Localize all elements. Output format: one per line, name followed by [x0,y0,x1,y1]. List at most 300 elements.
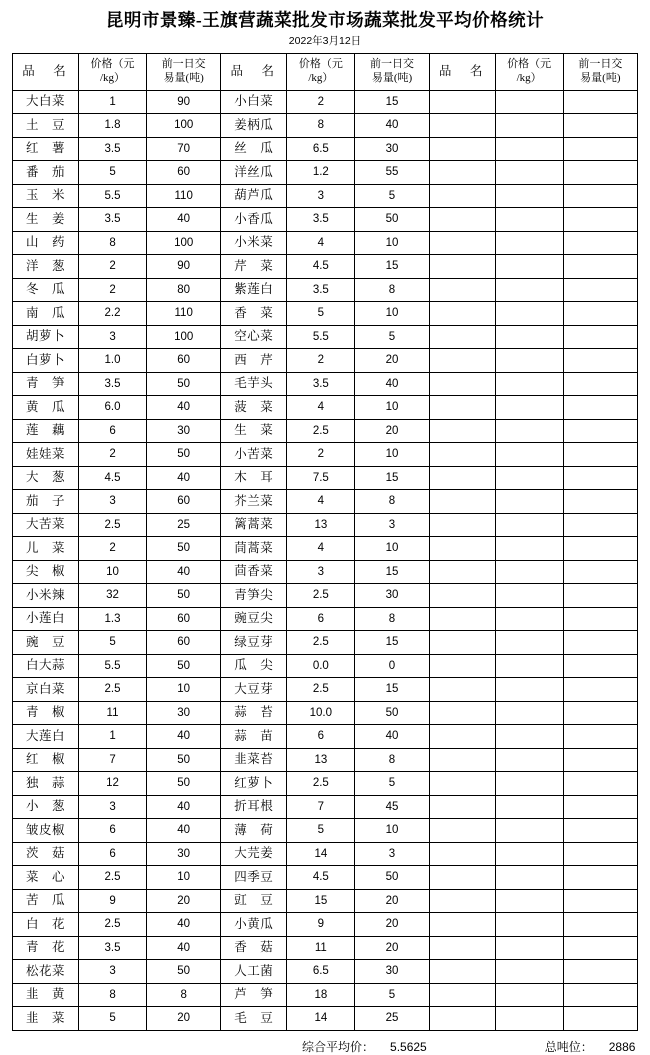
cell-product-name: 葫芦瓜 [221,184,287,208]
cell-volume: 10 [355,819,429,843]
cell-product-name: 四季豆 [221,866,287,890]
cell-volume [563,114,637,138]
cell-product-name: 小黄瓜 [221,913,287,937]
cell-price: 9 [287,913,355,937]
cell-volume: 40 [147,795,221,819]
cell-volume: 0 [355,654,429,678]
cell-product-name [429,983,495,1007]
cell-volume: 10 [355,537,429,561]
cell-volume [563,278,637,302]
cell-price: 3 [79,795,147,819]
cell-product-name [429,842,495,866]
table-row [13,795,638,819]
cell-volume: 100 [147,114,221,138]
cell-price: 2 [287,349,355,373]
cell-price [495,678,563,702]
cell-product-name: 大莲白 [13,725,79,749]
header-name-2-text: 品 名 [230,64,278,79]
cell-product-name: 土 豆 [13,114,79,138]
cell-product-name: 白 花 [13,913,79,937]
cell-price [495,960,563,984]
cell-product-name: 毛芋头 [221,372,287,396]
cell-price: 10 [79,560,147,584]
report-date: 2022年3月12日 [288,34,362,47]
cell-price: 1 [79,725,147,749]
table-row [13,842,638,866]
cell-price: 6 [287,607,355,631]
cell-product-name [429,325,495,349]
header-volume-3-line2: 易量(吨) [580,71,621,84]
cell-product-name: 瓜 尖 [221,654,287,678]
cell-product-name: 茼蒿菜 [221,537,287,561]
cell-product-name [429,819,495,843]
cell-volume: 20 [147,1007,221,1031]
cell-product-name: 儿 菜 [13,537,79,561]
cell-product-name: 折耳根 [221,795,287,819]
cell-price: 3.5 [79,936,147,960]
cell-product-name [429,255,495,279]
cell-volume [563,960,637,984]
cell-price: 2 [79,537,147,561]
cell-volume: 15 [355,255,429,279]
cell-price [495,607,563,631]
cell-volume [563,208,637,232]
cell-volume: 15 [355,560,429,584]
header-price-2 [287,53,355,90]
cell-product-name [429,419,495,443]
cell-price [495,913,563,937]
cell-volume: 60 [147,349,221,373]
table-row [13,208,638,232]
cell-volume: 110 [147,302,221,326]
cell-volume: 20 [355,889,429,913]
average-price-summary [302,1038,427,1055]
cell-volume: 40 [355,725,429,749]
header-volume-1-line2: 易量(吨) [163,71,204,84]
cell-volume: 50 [355,208,429,232]
cell-product-name: 茴香菜 [221,560,287,584]
table-row [13,278,638,302]
cell-product-name [429,866,495,890]
cell-price: 8 [79,231,147,255]
cell-product-name: 大芫姜 [221,842,287,866]
table-row [13,725,638,749]
table-row [13,161,638,185]
cell-volume: 20 [355,419,429,443]
cell-product-name [429,490,495,514]
cell-product-name: 紫莲白 [221,278,287,302]
cell-price [495,654,563,678]
table-row [13,607,638,631]
cell-volume [563,396,637,420]
cell-volume: 10 [147,866,221,890]
cell-price: 14 [287,1007,355,1031]
cell-volume [563,231,637,255]
cell-product-name [429,372,495,396]
cell-product-name: 尖 椒 [13,560,79,584]
cell-price [495,866,563,890]
cell-price: 4 [287,396,355,420]
cell-price: 3 [287,184,355,208]
cell-price [495,795,563,819]
cell-volume: 90 [147,90,221,114]
cell-product-name: 茄 子 [13,490,79,514]
cell-price: 2.5 [79,513,147,537]
cell-price: 18 [287,983,355,1007]
cell-product-name: 生 姜 [13,208,79,232]
header-volume-2 [355,53,429,90]
header-volume-1 [147,53,221,90]
cell-volume: 90 [147,255,221,279]
cell-price: 8 [79,983,147,1007]
cell-price: 2.5 [79,913,147,937]
cell-price [495,983,563,1007]
cell-product-name: 生 菜 [221,419,287,443]
table-row [13,654,638,678]
cell-price: 10.0 [287,701,355,725]
cell-price: 8 [287,114,355,138]
header-volume-2-line1: 前一日交 [370,58,414,71]
table-footer [12,1038,638,1055]
cell-price: 5.5 [79,654,147,678]
cell-volume: 40 [147,913,221,937]
cell-price: 7 [79,748,147,772]
cell-price: 3.5 [287,278,355,302]
cell-price: 2.5 [287,678,355,702]
cell-price: 15 [287,889,355,913]
cell-volume [563,443,637,467]
cell-volume [563,513,637,537]
cell-price: 1.3 [79,607,147,631]
cell-product-name: 大苦菜 [13,513,79,537]
cell-price: 5 [287,819,355,843]
cell-volume: 70 [147,137,221,161]
cell-volume: 60 [147,631,221,655]
table-body [13,90,638,1030]
cell-volume: 50 [147,537,221,561]
cell-volume: 30 [147,419,221,443]
cell-volume: 50 [147,748,221,772]
cell-product-name: 豌豆尖 [221,607,287,631]
cell-volume: 60 [147,490,221,514]
cell-volume: 60 [147,607,221,631]
average-price-value: 5.5625 [390,1039,427,1054]
cell-volume [563,913,637,937]
cell-price [495,372,563,396]
cell-product-name [429,560,495,584]
cell-product-name: 韭菜苔 [221,748,287,772]
cell-product-name [429,772,495,796]
cell-volume: 45 [355,795,429,819]
table-row [13,490,638,514]
cell-volume [563,866,637,890]
cell-price [495,137,563,161]
header-volume-2-line2: 易量(吨) [371,71,413,84]
cell-product-name: 红萝卜 [221,772,287,796]
cell-product-name: 番 茄 [13,161,79,185]
cell-price [495,419,563,443]
table-row [13,325,638,349]
cell-price [495,772,563,796]
cell-volume [563,819,637,843]
cell-volume: 40 [147,819,221,843]
cell-volume: 15 [355,90,429,114]
cell-price [495,208,563,232]
cell-product-name: 小白菜 [221,90,287,114]
table-row [13,866,638,890]
cell-price: 2.5 [79,866,147,890]
cell-volume: 30 [147,701,221,725]
cell-product-name: 独 蒜 [13,772,79,796]
cell-price [495,161,563,185]
header-price-3-line2: /kg） [516,71,542,84]
cell-volume [563,161,637,185]
cell-volume: 50 [147,960,221,984]
cell-price: 3 [287,560,355,584]
header-name-3-text: 品 名 [438,64,486,79]
cell-product-name [429,654,495,678]
cell-volume [563,795,637,819]
cell-price: 6.5 [287,137,355,161]
cell-price: 13 [287,748,355,772]
cell-volume: 50 [147,443,221,467]
cell-product-name [429,161,495,185]
cell-product-name [429,1007,495,1031]
cell-price: 0.0 [287,654,355,678]
table-row [13,913,638,937]
cell-price: 11 [287,936,355,960]
table-row [13,889,638,913]
table-row [13,90,638,114]
total-tonnage-label: 总吨位： [544,1039,593,1054]
table-row [13,701,638,725]
cell-price: 3.5 [79,372,147,396]
cell-product-name: 芦 笋 [221,983,287,1007]
cell-product-name: 红 椒 [13,748,79,772]
cell-product-name [429,278,495,302]
cell-price: 6 [287,725,355,749]
table-row [13,184,638,208]
cell-product-name [429,184,495,208]
cell-price: 3 [79,960,147,984]
cell-volume: 8 [355,278,429,302]
cell-price [495,349,563,373]
table-row [13,137,638,161]
cell-price: 2 [79,443,147,467]
cell-volume: 50 [355,866,429,890]
table-row [13,419,638,443]
cell-price: 5 [79,1007,147,1031]
cell-product-name: 菠 菜 [221,396,287,420]
cell-price: 2.5 [287,631,355,655]
cell-volume: 30 [355,960,429,984]
cell-volume [563,560,637,584]
cell-product-name [429,90,495,114]
cell-product-name: 大豆芽 [221,678,287,702]
cell-volume: 10 [355,231,429,255]
cell-price: 6 [79,819,147,843]
cell-product-name: 茨 菇 [13,842,79,866]
cell-price: 5 [79,631,147,655]
cell-product-name [429,231,495,255]
cell-product-name [429,701,495,725]
cell-product-name: 洋 葱 [13,255,79,279]
cell-price: 3.5 [287,372,355,396]
cell-volume: 40 [355,114,429,138]
table-row [13,772,638,796]
cell-volume: 20 [147,889,221,913]
cell-volume: 25 [355,1007,429,1031]
table-header-row [13,53,638,90]
cell-product-name: 香 菇 [221,936,287,960]
cell-product-name: 洋丝瓜 [221,161,287,185]
cell-price [495,936,563,960]
cell-product-name [429,913,495,937]
table-row [13,466,638,490]
cell-product-name: 人工菌 [221,960,287,984]
cell-volume: 15 [355,466,429,490]
cell-product-name: 香 菜 [221,302,287,326]
total-tonnage-value: 2886 [608,1039,636,1054]
cell-volume: 5 [355,184,429,208]
cell-product-name: 小米辣 [13,584,79,608]
cell-product-name: 芥兰菜 [221,490,287,514]
cell-volume: 10 [355,443,429,467]
cell-volume: 40 [147,725,221,749]
cell-price: 1.2 [287,161,355,185]
cell-product-name: 豇 豆 [221,889,287,913]
cell-product-name [429,443,495,467]
cell-price [495,631,563,655]
cell-price: 3.5 [79,208,147,232]
table-row [13,748,638,772]
table-row [13,1007,638,1031]
cell-product-name: 白大蒜 [13,654,79,678]
cell-product-name: 京白菜 [13,678,79,702]
cell-product-name: 小莲白 [13,607,79,631]
cell-product-name: 苦 瓜 [13,889,79,913]
cell-product-name [429,889,495,913]
cell-volume: 40 [355,372,429,396]
cell-product-name: 山 药 [13,231,79,255]
cell-price: 12 [79,772,147,796]
cell-volume [563,349,637,373]
cell-price: 6 [79,842,147,866]
cell-price: 1.8 [79,114,147,138]
cell-price [495,584,563,608]
cell-price: 5 [79,161,147,185]
cell-price [495,255,563,279]
cell-product-name [429,725,495,749]
header-name-3 [429,53,495,90]
cell-price [495,443,563,467]
cell-price: 2 [79,255,147,279]
cell-product-name [429,137,495,161]
cell-price [495,302,563,326]
cell-product-name: 胡萝卜 [13,325,79,349]
table-row [13,114,638,138]
cell-volume [563,302,637,326]
cell-product-name: 西 芹 [221,349,287,373]
cell-volume: 5 [355,325,429,349]
table-row [13,231,638,255]
cell-price: 2 [287,90,355,114]
cell-price: 7.5 [287,466,355,490]
cell-price: 4.5 [287,255,355,279]
cell-volume: 50 [147,372,221,396]
cell-price: 2 [287,443,355,467]
cell-price: 1.0 [79,349,147,373]
cell-volume: 10 [355,302,429,326]
table-row [13,349,638,373]
header-price-3 [495,53,563,90]
cell-product-name: 松花菜 [13,960,79,984]
cell-volume: 50 [147,654,221,678]
table-row [13,537,638,561]
cell-product-name: 薄 荷 [221,819,287,843]
header-price-1-line1: 价格（元 [90,58,135,71]
cell-volume: 110 [147,184,221,208]
cell-price: 4 [287,490,355,514]
cell-volume: 60 [147,161,221,185]
cell-product-name: 毛 豆 [221,1007,287,1031]
cell-volume: 20 [355,349,429,373]
cell-price [495,513,563,537]
cell-price: 5 [287,302,355,326]
cell-price [495,1007,563,1031]
header-name-1 [13,53,79,90]
cell-volume: 15 [355,678,429,702]
table-row [13,560,638,584]
cell-volume [563,90,637,114]
cell-price: 5.5 [79,184,147,208]
table-row [13,983,638,1007]
cell-volume: 50 [147,584,221,608]
header-volume-3-line1: 前一日交 [578,58,623,71]
cell-volume: 80 [147,278,221,302]
cell-product-name: 黄 瓜 [13,396,79,420]
header-price-1 [79,53,147,90]
cell-price: 5.5 [287,325,355,349]
cell-product-name: 丝 瓜 [221,137,287,161]
cell-price [495,819,563,843]
cell-price [495,748,563,772]
price-table [12,53,638,1031]
cell-product-name: 韭 菜 [13,1007,79,1031]
cell-volume [563,325,637,349]
cell-product-name: 木 耳 [221,466,287,490]
cell-price [495,184,563,208]
cell-product-name [429,114,495,138]
cell-price: 11 [79,701,147,725]
cell-volume: 5 [355,772,429,796]
table-row [13,631,638,655]
cell-price [495,537,563,561]
cell-product-name [429,396,495,420]
cell-price [495,396,563,420]
cell-product-name: 青 笋 [13,372,79,396]
cell-volume [563,631,637,655]
cell-price [495,889,563,913]
cell-volume: 100 [147,325,221,349]
table-row [13,255,638,279]
cell-price [495,325,563,349]
cell-volume: 20 [355,936,429,960]
cell-product-name: 青 椒 [13,701,79,725]
cell-price: 6.0 [79,396,147,420]
cell-price: 2.5 [287,584,355,608]
cell-volume [563,584,637,608]
